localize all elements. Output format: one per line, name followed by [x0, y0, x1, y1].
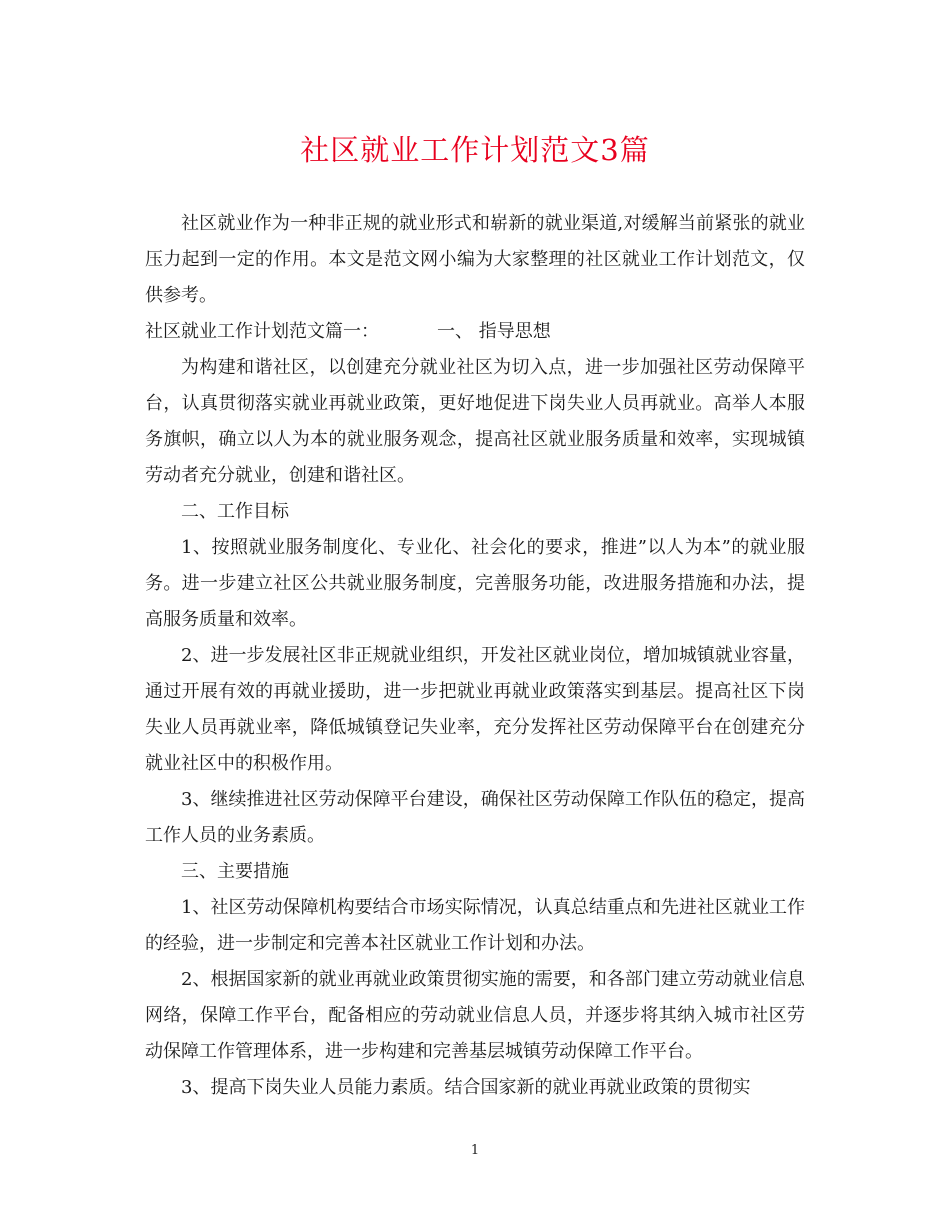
heading-guiding-thought: 一、 指导思想 — [437, 321, 551, 342]
goal-item-1: 1、按照就业服务制度化、专业化、社会化的要求，推进”以人为本”的就业服务。进一步建立社区公共就业服务制度，完善服务功能，改进服务措施和办法，提高服务质量和效率。 — [145, 537, 805, 630]
document-title: 社区就业工作计划范文3篇 — [300, 133, 650, 167]
section-heading-line — [145, 314, 805, 350]
heading-main-measures: 三、主要措施 — [181, 861, 289, 882]
goal-item-3: 3、继续推进社区劳动保障平台建设，确保社区劳动保障工作队伍的稳定，提高工作人员的业务素质。 — [145, 789, 805, 846]
goal-item-2: 2、进一步发展社区非正规就业组织，开发社区就业岗位，增加城镇就业容量，通过开展有效的再就业援助，进一步把就业再就业政策落实到基层。提高社区下岗失业人员再就业率，降低城镇登记失业率，充分发挥社区劳动保障平台在创建充分就业社区中的积极作用。 — [145, 645, 805, 774]
document-body — [145, 206, 805, 1106]
section-title: 社区就业工作计划范文篇一： — [145, 321, 379, 342]
guiding-thought-paragraph: 为构建和谐社区，以创建充分就业社区为切入点，进一步加强社区劳动保障平台，认真贯彻落实就业再就业政策，更好地促进下岗失业人员再就业。高举人本服务旗帜，确立以人为本的就业服务观念，提高社区就业服务质量和效率，实现城镇劳动者充分就业，创建和谐社区。 — [145, 357, 805, 486]
measure-item-3: 3、提高下岗失业人员能力素质。结合国家新的就业再就业政策的贯彻实 — [181, 1077, 751, 1098]
heading-work-goals: 二、工作目标 — [181, 501, 289, 522]
measure-item-1: 1、社区劳动保障机构要结合市场实际情况，认真总结重点和先进社区就业工作的经验，进一步制定和完善本社区就业工作计划和办法。 — [145, 897, 805, 954]
measure-item-2: 2、根据国家新的就业再就业政策贯彻实施的需要，和各部门建立劳动就业信息网络，保障工作平台，配备相应的劳动就业信息人员，并逐步将其纳入城市社区劳动保障工作管理体系，进一步构建和完善基层城镇劳动保障工作平台。 — [145, 969, 805, 1062]
intro-paragraph: 社区就业作为一种非正规的就业形式和崭新的就业渠道,对缓解当前紧张的就业压力起到一定的作用。本文是范文网小编为大家整理的社区就业工作计划范文，仅供参考。 — [145, 213, 805, 306]
page-number: 1 — [470, 1143, 480, 1158]
